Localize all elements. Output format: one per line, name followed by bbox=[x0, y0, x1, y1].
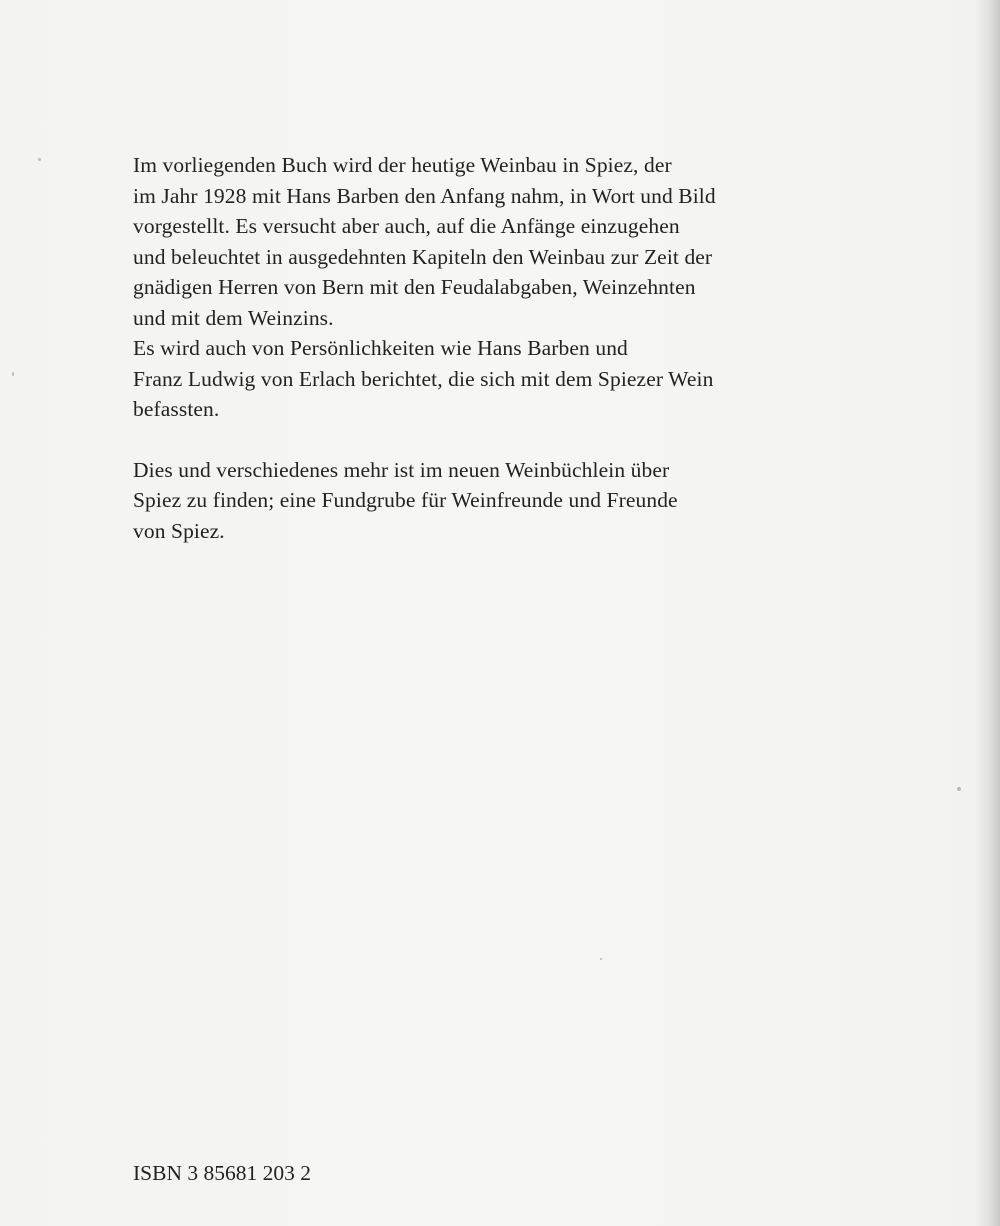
blurb-line: Spiez zu finden; eine Fundgrube für Weinfreunde und Freunde bbox=[133, 488, 678, 512]
paper-speck bbox=[600, 958, 602, 960]
paper-speck bbox=[12, 372, 14, 376]
isbn-number: ISBN 3 85681 203 2 bbox=[133, 1161, 311, 1185]
paper-speck bbox=[957, 787, 961, 791]
blurb-line: und beleuchtet in ausgedehnten Kapiteln den Weinbau zur Zeit der bbox=[133, 244, 713, 269]
paper-speck bbox=[38, 158, 41, 161]
paragraph-gap bbox=[133, 425, 833, 455]
blurb-line: Es wird auch von Persönlichkeiten wie Hans Barben und bbox=[133, 336, 628, 360]
blurb-line: und mit dem Weinzins. bbox=[133, 305, 334, 330]
blurb-line: im Jahr 1928 mit Hans Barben den Anfang nahm, in Wort und Bild bbox=[133, 183, 716, 208]
cover-blurb bbox=[133, 150, 833, 546]
blurb-line: gnädigen Herren von Bern mit den Feudalabgaben, Weinzehnten bbox=[133, 275, 696, 299]
blurb-line: Im vorliegenden Buch wird der heutige Weinbau in Spiez, der bbox=[133, 153, 672, 177]
blurb-line: Franz Ludwig von Erlach berichtet, die sich mit dem Spiezer Wein bbox=[133, 366, 714, 391]
blurb-line: Dies und verschiedenes mehr ist im neuen Weinbüchlein über bbox=[133, 457, 670, 482]
blurb-line: von Spiez. bbox=[133, 518, 225, 543]
spine-edge bbox=[976, 0, 1000, 1226]
blurb-line: vorgestellt. Es versucht aber auch, auf die Anfänge einzugehen bbox=[133, 214, 680, 238]
blurb-line: befassten. bbox=[133, 397, 220, 421]
